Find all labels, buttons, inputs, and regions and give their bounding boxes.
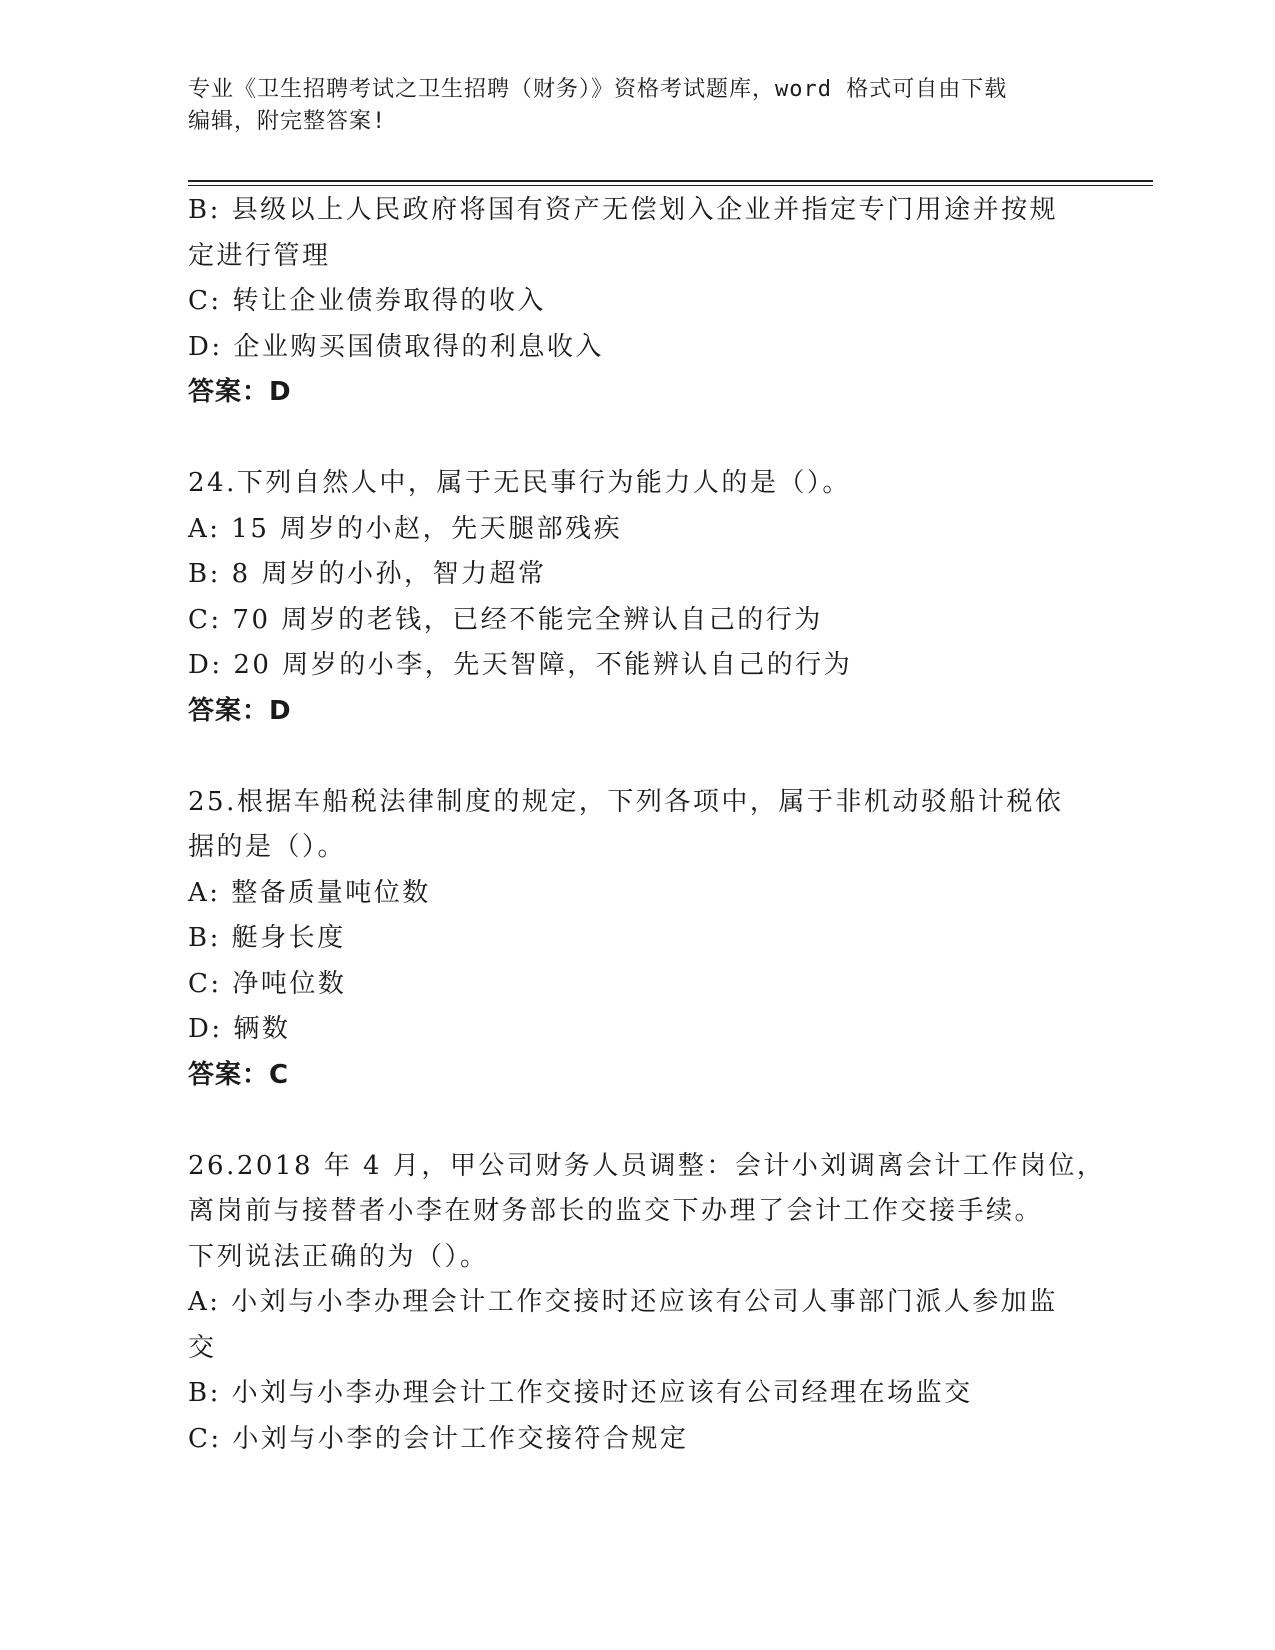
question-text-line-1: 26.2018 年 4 月，甲公司财务人员调整：会计小刘调离会计工作岗位， bbox=[188, 1150, 1106, 1181]
option-c: C: 70 周岁的老钱，已经不能完全辨认自己的行为 bbox=[188, 604, 823, 635]
header-line-1: 专业《卫生招聘考试之卫生招聘（财务）》资格考试题库，word 格式可自由下载 bbox=[188, 77, 1008, 102]
question-text-line-2: 据的是（）。 bbox=[188, 832, 347, 862]
option-b: B: 8 周岁的小孙，智力超常 bbox=[188, 559, 547, 589]
option-c: C: 转让企业债券取得的收入 bbox=[188, 286, 546, 316]
question-text-line-3: 下列说法正确的为（）。 bbox=[188, 1241, 489, 1272]
spacer bbox=[188, 416, 1088, 462]
question-text-line-2: 离岗前与接替者小李在财务部长的监交下办理了会计工作交接手续。 bbox=[188, 1196, 1044, 1226]
question-text: 24.下列自然人中，属于无民事行为能力人的是（）。 bbox=[188, 468, 851, 498]
question-26 bbox=[188, 1144, 1106, 1463]
answer: 答案：C bbox=[188, 1059, 290, 1090]
option-b: B: 小刘与小李办理会计工作交接时还应该有公司经理在场监交 bbox=[188, 1378, 973, 1408]
answer: 答案：D bbox=[188, 695, 292, 726]
question-content bbox=[188, 188, 1106, 1462]
header-divider-thick bbox=[188, 180, 1153, 182]
option-b-line-2: 定进行管理 bbox=[188, 240, 331, 271]
question-text-line-1: 25.根据车船税法律制度的规定，下列各项中，属于非机动驳船计税依 bbox=[188, 786, 1064, 817]
header-line-2: 编辑，附完整答案! bbox=[188, 109, 387, 134]
option-c: C: 净吨位数 bbox=[188, 968, 347, 999]
option-a-line-1: A: 小刘与小李办理会计工作交接时还应该有公司人事部门派人参加监 bbox=[188, 1287, 1058, 1317]
header-divider-thin bbox=[188, 185, 1153, 186]
spacer bbox=[188, 1098, 1088, 1144]
question-24 bbox=[188, 461, 1088, 734]
option-d: D: 企业购买国债取得的利息收入 bbox=[188, 331, 604, 362]
answer: 答案：D bbox=[188, 377, 292, 407]
spacer bbox=[188, 734, 1088, 780]
option-a: A: 15 周岁的小赵，先天腿部残疾 bbox=[188, 513, 623, 544]
option-a: A: 整备质量吨位数 bbox=[188, 877, 431, 908]
option-b-line-1: B: 县级以上人民政府将国有资产无偿划入企业并指定专门用途并按规 bbox=[188, 195, 1059, 225]
question-23-tail bbox=[188, 188, 1088, 416]
question-25 bbox=[188, 780, 1088, 1099]
option-d: D: 辆数 bbox=[188, 1014, 291, 1044]
option-c: C: 小刘与小李的会计工作交接符合规定 bbox=[188, 1423, 689, 1454]
option-b: B: 艇身长度 bbox=[188, 923, 346, 953]
option-d: D: 20 周岁的小李，先天智障，不能辨认自己的行为 bbox=[188, 650, 853, 680]
option-a-line-2: 交 bbox=[188, 1332, 217, 1363]
document-header bbox=[188, 74, 1068, 138]
